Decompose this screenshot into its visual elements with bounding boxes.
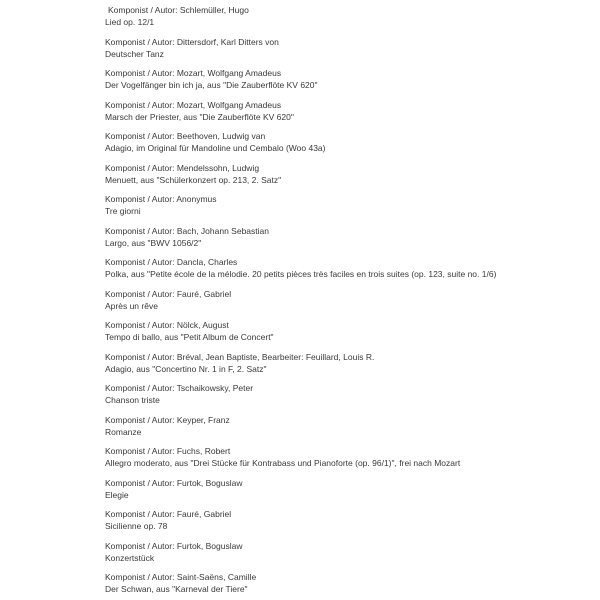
composer-label: Komponist / Autor:	[105, 131, 175, 141]
composer-name: Nölck, August	[176, 320, 229, 330]
composer-line	[105, 288, 600, 300]
composer-name: Mendelssohn, Ludwig	[176, 162, 260, 173]
composer-name: Tschaikowsky, Peter	[176, 383, 254, 393]
work-title: Der Schwan, aus "Karneval der Tiere"	[105, 584, 248, 594]
work-title: Allegro moderato, aus "Drei Stücke für Kontrabass und Pianoforte (op. 96/1)", frei nach Mozart	[105, 458, 461, 468]
list-item	[105, 477, 600, 501]
work-title: Sicilienne op. 78	[105, 521, 168, 531]
list-item	[105, 351, 600, 375]
list-item	[105, 382, 600, 406]
work-title: Romanze	[105, 426, 142, 437]
list-item	[105, 130, 600, 154]
composer-name: Fuchs, Robert	[176, 446, 231, 456]
composer-label: Komponist / Autor:	[105, 68, 175, 78]
composer-label: Komponist / Autor:	[105, 162, 175, 173]
composer-line	[105, 67, 600, 79]
composer-label: Komponist / Autor:	[105, 36, 175, 47]
composer-label: Komponist / Autor:	[105, 351, 175, 362]
composer-line	[105, 414, 600, 426]
list-item	[105, 99, 600, 123]
composer-line	[105, 351, 600, 363]
work-title: Tempo di ballo, aus "Petit Album de Concert"	[105, 332, 274, 342]
composer-name: Schlemüller, Hugo	[179, 5, 249, 15]
composer-label: Komponist / Autor:	[105, 194, 175, 204]
composer-line	[105, 225, 600, 237]
list-item	[105, 508, 600, 532]
work-title: Lied op. 12/1	[105, 17, 155, 27]
composer-label: Komponist / Autor:	[105, 383, 175, 393]
composer-name: Dancla, Charles	[176, 257, 238, 267]
composer-label: Komponist / Autor:	[105, 414, 175, 425]
composer-label: Komponist / Autor:	[105, 320, 175, 330]
composer-line	[105, 319, 600, 331]
composer-label: Komponist / Autor:	[105, 446, 175, 456]
list-item	[105, 162, 600, 186]
list-item	[105, 540, 600, 564]
work-title: Elegie	[105, 489, 129, 500]
composer-name: Mozart, Wolfgang Amadeus	[176, 99, 282, 110]
list-item	[105, 4, 600, 28]
composer-line	[105, 193, 600, 205]
composer-line	[105, 4, 600, 16]
composer-line	[105, 256, 600, 268]
composer-name: Furtok, Boguslaw	[176, 477, 243, 488]
work-title: Tre giorni	[105, 206, 141, 216]
composer-line	[105, 36, 600, 48]
list-item	[105, 445, 600, 469]
composer-label: Komponist / Autor:	[108, 5, 178, 15]
composer-name: Beethoven, Ludwig van	[176, 131, 266, 141]
composer-line	[105, 445, 600, 457]
composer-name: Saint-Saëns, Camille	[176, 572, 257, 582]
work-title: Chanson triste	[105, 395, 160, 405]
work-title: Deutscher Tanz	[105, 48, 164, 59]
composer-line	[105, 99, 600, 111]
work-title: Adagio, im Original für Mandoline und Cembalo (Woo 43a)	[105, 143, 326, 153]
list-item	[105, 36, 600, 60]
composer-line	[105, 130, 600, 142]
composer-label: Komponist / Autor:	[105, 509, 175, 519]
composer-label: Komponist / Autor:	[105, 225, 175, 236]
composer-label: Komponist / Autor:	[105, 477, 175, 488]
composer-line	[105, 571, 600, 583]
work-title: Polka, aus "Petite école de la mélodie. 20 petits pièces très faciles en trois suites (op. 123, suite no. 1/6)	[105, 269, 497, 279]
composer-label: Komponist / Autor:	[105, 572, 175, 582]
work-title: Adagio, aus "Concertino Nr. 1 in F, 2. Satz"	[105, 363, 267, 374]
composer-line	[105, 540, 600, 552]
composer-name: Bréval, Jean Baptiste, Bearbeiter: Feuillard, Louis R.	[176, 351, 375, 362]
work-title: Menuett, aus "Schülerkonzert op. 213, 2. Satz"	[105, 174, 282, 185]
composer-name: Keyper, Franz	[176, 414, 230, 425]
work-title: Largo, aus "BWV 1056/2"	[105, 237, 202, 248]
composer-name: Dittersdorf, Karl Ditters von	[176, 36, 279, 47]
composer-label: Komponist / Autor:	[105, 257, 175, 267]
composer-label: Komponist / Autor:	[105, 288, 175, 299]
list-item	[105, 256, 600, 280]
composer-label: Komponist / Autor:	[105, 540, 175, 551]
composer-label: Komponist / Autor:	[105, 99, 175, 110]
composer-name: Fauré, Gabriel	[176, 288, 232, 299]
list-item	[105, 288, 600, 312]
composer-name: Fauré, Gabriel	[176, 509, 232, 519]
list-item	[105, 414, 600, 438]
composer-name: Mozart, Wolfgang Amadeus	[176, 68, 282, 78]
composer-line	[105, 477, 600, 489]
composer-name: Anonymus	[176, 194, 217, 204]
list-item	[105, 225, 600, 249]
work-title: Konzertstück	[105, 552, 155, 563]
composer-line	[105, 382, 600, 394]
composer-line	[105, 162, 600, 174]
work-title: Après un rêve	[105, 300, 158, 311]
work-title: Marsch der Priester, aus "Die Zauberflöte KV 620"	[105, 111, 294, 122]
list-item	[105, 319, 600, 343]
composer-name: Furtok, Boguslaw	[176, 540, 243, 551]
composer-line	[105, 508, 600, 520]
list-item	[105, 571, 600, 595]
list-item	[105, 67, 600, 91]
list-item	[105, 193, 600, 217]
work-title: Der Vogelfänger bin ich ja, aus "Die Zauberflöte KV 620"	[105, 80, 318, 90]
composer-name: Bach, Johann Sebastian	[176, 225, 269, 236]
